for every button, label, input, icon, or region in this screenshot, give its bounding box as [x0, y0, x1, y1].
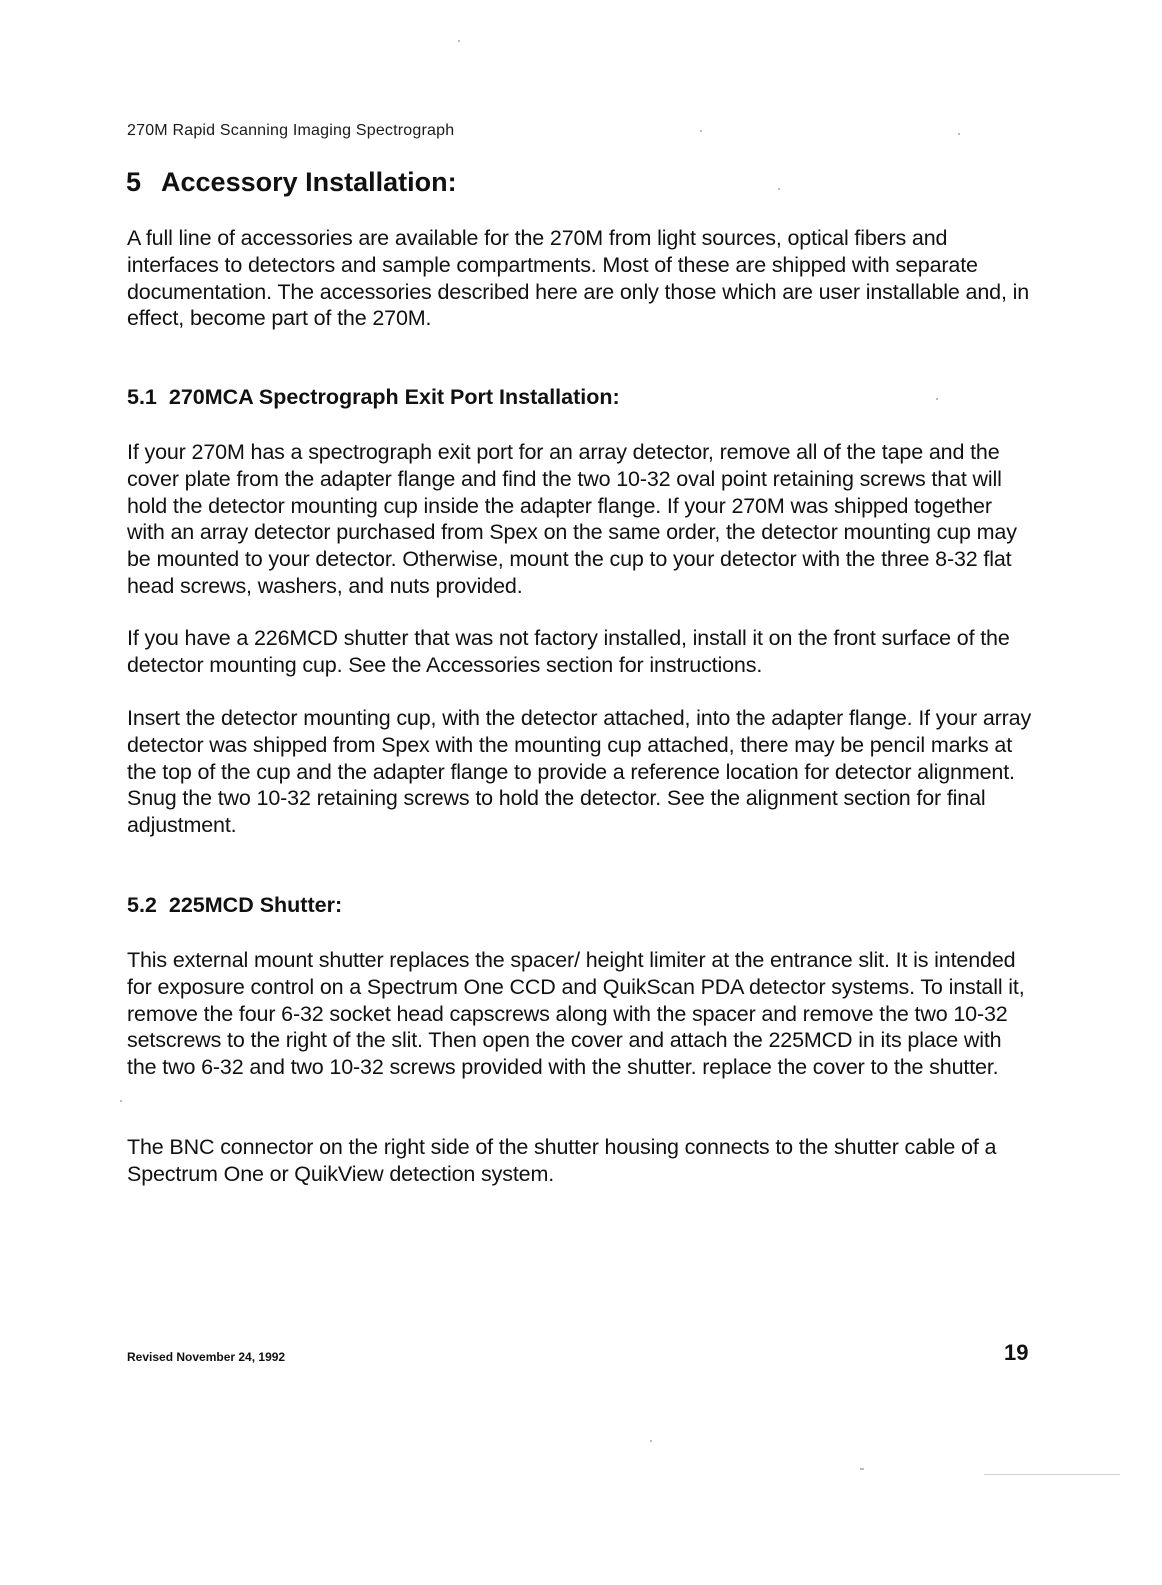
section-5-2-paragraph-2: The BNC connector on the right side of the shutter housing connects to the shutter cable of a Spectrum One or QuikView detection system. [127, 1135, 997, 1186]
revision-date: Revised November 24, 1992 [127, 1350, 286, 1364]
chapter-title-text: Accessory Installation: [161, 167, 457, 197]
scan-speck [958, 133, 960, 135]
chapter-number: 5 [126, 167, 142, 197]
section-5-1-title-text: 270MCA Spectrograph Exit Port Installation: [168, 385, 620, 409]
scan-edge-line [984, 1474, 1120, 1475]
page-number: 19 [1004, 1340, 1029, 1365]
intro-paragraph: A full line of accessories are available for the 270M from light sources, optical fibers and interfaces to detectors and sample compartments. Most of these are shipped with separate documentation. The accessories described here are only those which are user installable and, in effect, become part of the 270M. [127, 226, 1030, 331]
section-5-2-number: 5.2 [127, 893, 157, 917]
section-5-1-title [127, 385, 620, 410]
section-5-2-title-text: 225MCD Shutter: [168, 893, 343, 917]
section-5-2-paragraph-1: This external mount shutter replaces the spacer/ height limiter at the entrance slit. It is intended for exposure control on a Spectrum One CCD and QuikScan PDA detector systems. To install it, remove the four 6-32 socket head capscrews along with the spacer and remove the two 10-32 setscrews to the right of the slit. Then open the cover and attach the 225MCD in its place with the two 6-32 and two 10-32 screws provided with the shutter. replace the cover to the shutter. [127, 948, 1025, 1080]
scan-speck [120, 1100, 122, 1102]
scan-speck [650, 1440, 652, 1442]
chapter-title [126, 167, 457, 198]
section-5-1-paragraph-2: If you have a 226MCD shutter that was not factory installed, install it on the front surface of the detector mounting cup. See the Accessories section for instructions. [127, 626, 1010, 677]
scan-speck [936, 398, 938, 400]
scan-speck [700, 130, 702, 132]
section-5-2-title [127, 893, 342, 918]
section-5-1-number: 5.1 [127, 385, 157, 409]
scan-speck [860, 1468, 864, 1470]
scan-speck [458, 40, 460, 42]
running-header: 270M Rapid Scanning Imaging Spectrograph [127, 122, 455, 139]
section-5-1-paragraph-1: If your 270M has a spectrograph exit port for an array detector, remove all of the tape and the cover plate from the adapter flange and find the two 10-32 oval point retaining screws that will hold the detector mounting cup inside the adapter flange. If your 270M was shipped together with an array detector purchased from Spex on the same order, the detector mounting cup may be mounted to your detector. Otherwise, mount the cup to your detector with the three 8-32 flat head screws, washers, and nuts provided. [127, 440, 1017, 598]
scan-speck [778, 188, 780, 190]
section-5-1-paragraph-3: Insert the detector mounting cup, with the detector attached, into the adapter flange. If your array detector was shipped from Spex with the mounting cup attached, there may be pencil marks at the top of the cup and the adapter flange to provide a reference location for detector alignment. Snug the two 10-32 retaining screws to hold the detector. See the alignment section for final adjustment. [127, 706, 1032, 838]
